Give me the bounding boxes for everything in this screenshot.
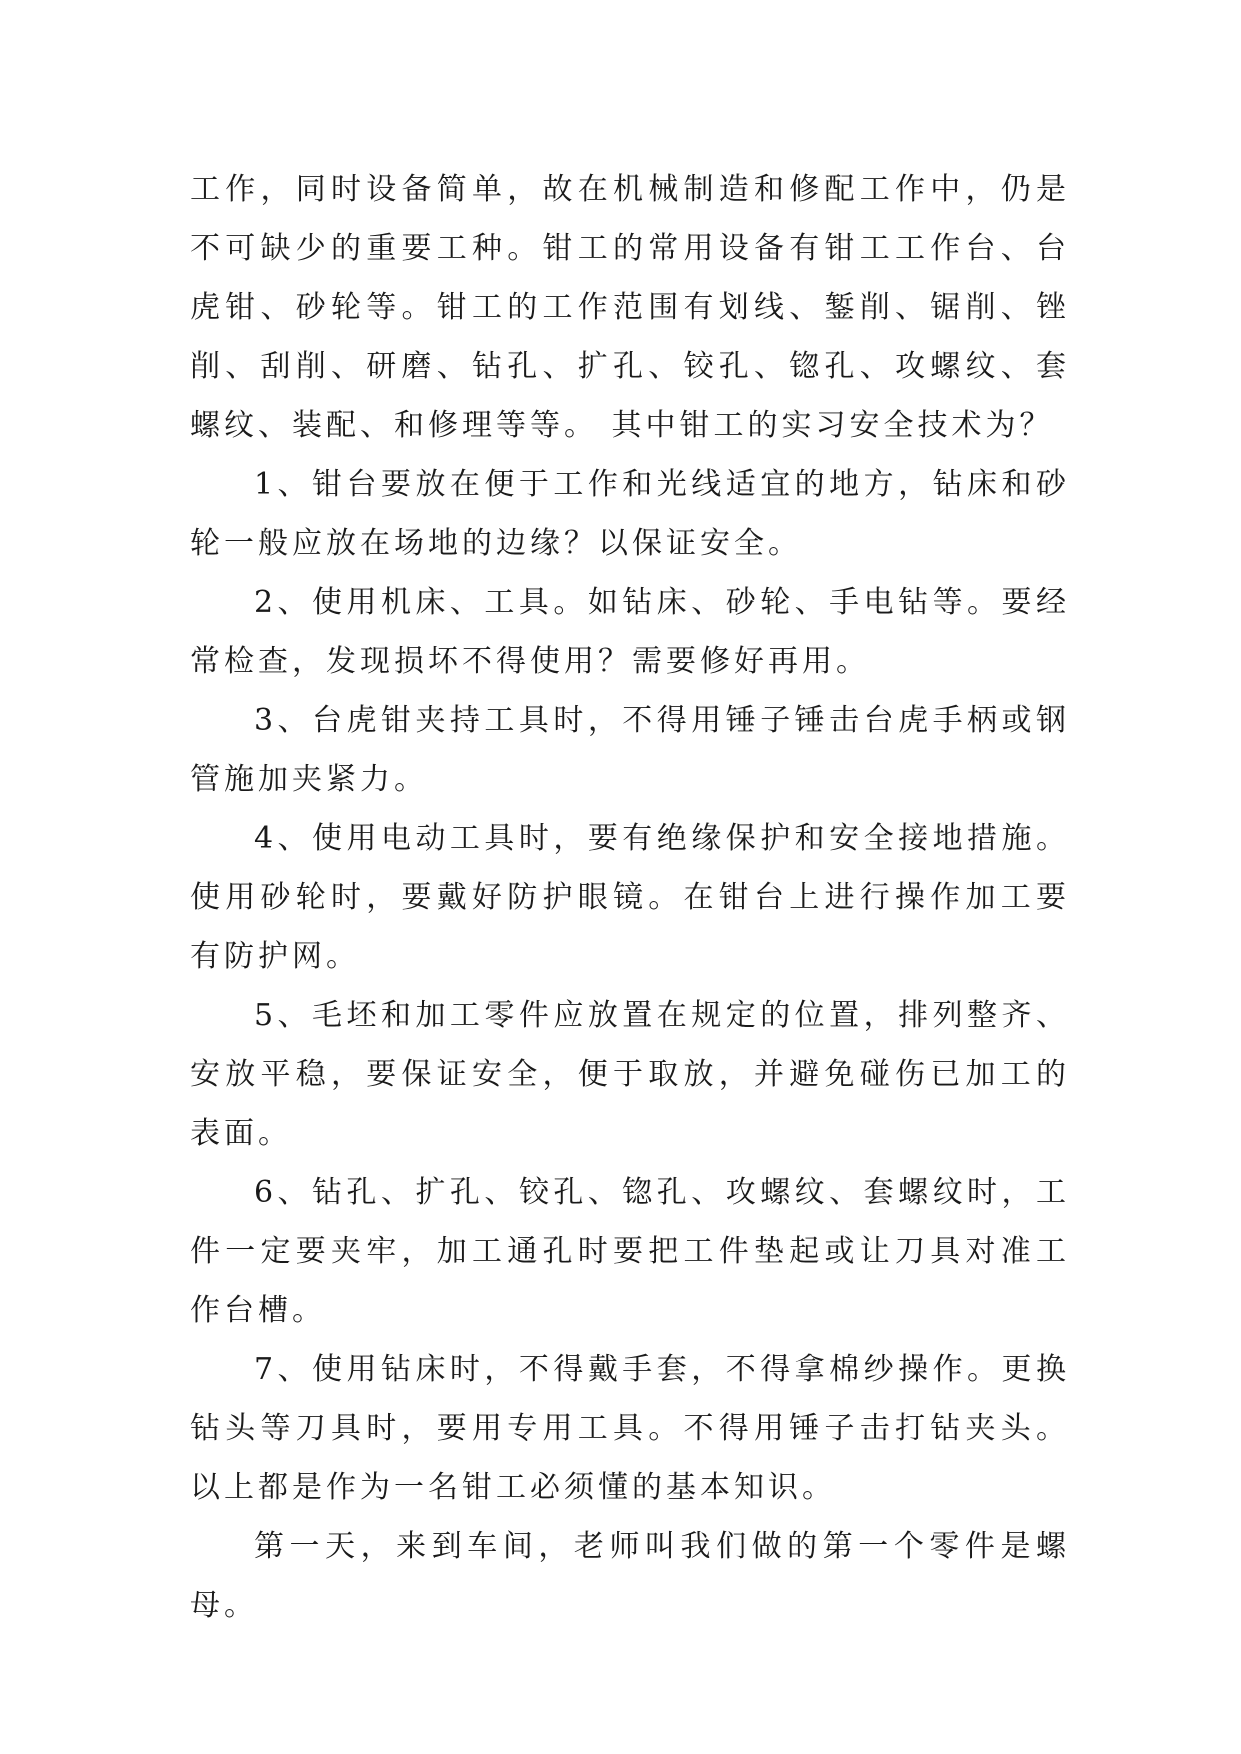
paragraph-rule-5: 5、毛坯和加工零件应放置在规定的位置，排列整齐、安放平稳，要保证安全，便于取放，并避免碰伤已加工的表面。 <box>190 998 1070 1151</box>
paragraph-rule-3: 3、台虎钳夹持工具时，不得用锤子锤击台虎手柄或钢管施加夹紧力。 <box>190 703 1070 797</box>
paragraph-rule-1: 1、钳台要放在便于工作和光线适宜的地方，钻床和砂轮一般应放在场地的边缘？以保证安全。 <box>190 467 1070 561</box>
document-body <box>190 160 1070 1635</box>
paragraph-rule-6: 6、钻孔、扩孔、铰孔、锪孔、攻螺纹、套螺纹时，工件一定要夹牢，加工通孔时要把工件垫起或让刀具对准工作台槽。 <box>190 1175 1070 1328</box>
paragraph-rule-4: 4、使用电动工具时，要有绝缘保护和安全接地措施。使用砂轮时，要戴好防护眼镜。在钳台上进行操作加工要有防护网。 <box>190 821 1070 974</box>
paragraph-first-day: 第一天，来到车间，老师叫我们做的第一个零件是螺母。 <box>190 1529 1070 1623</box>
paragraph-rule-2: 2、使用机床、工具。如钻床、砂轮、手电钻等。要经常检查，发现损坏不得使用？需要修好再用。 <box>190 585 1070 679</box>
paragraph-rule-7: 7、使用钻床时，不得戴手套，不得拿棉纱操作。更换钻头等刀具时，要用专用工具。不得用锤子击打钻夹头。以上都是作为一名钳工必须懂的基本知识。 <box>190 1352 1070 1505</box>
paragraph-intro: 工作，同时设备简单，故在机械制造和修配工作中，仍是不可缺少的重要工种。钳工的常用设备有钳工工作台、台虎钳、砂轮等。钳工的工作范围有划线、錾削、锯削、锉削、刮削、研磨、钻孔、扩孔、铰孔、锪孔、攻螺纹、套螺纹、装配、和修理等等。 其中钳工的实习安全技术为？ <box>190 172 1070 443</box>
